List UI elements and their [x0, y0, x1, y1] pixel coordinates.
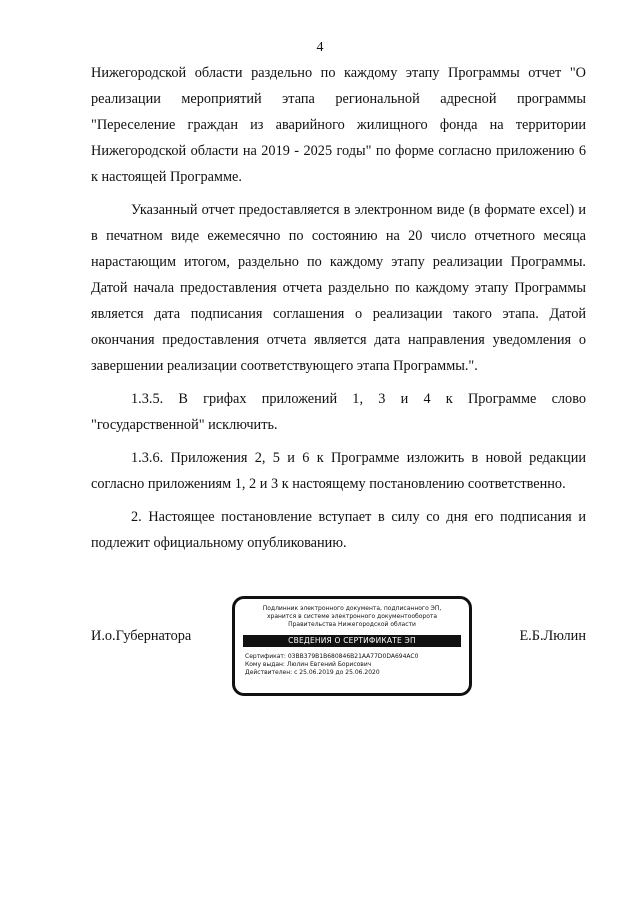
- paragraph: Нижегородской области раздельно по каждому этапу Программы отчет "О реализации мероприятий этапа региональной адресной программы "Переселение граждан из аварийного жилищного фонда на территории Нижегородской области на 2019 - 2025 годы" по форме согласно приложению 6 к настоящей Программе.: [91, 65, 586, 185]
- certificate-row: [245, 653, 459, 661]
- valid-label: Действителен:: [245, 669, 293, 676]
- stamp-certificate-info: [245, 653, 459, 677]
- signatory-position: И.о.Губернатора: [91, 628, 192, 644]
- signatory-name: Е.Б.Люлин: [519, 628, 586, 644]
- stamp-header-line: Подлинник электронного документа, подписанного ЭП,: [262, 605, 442, 612]
- issued-to-row: [245, 661, 459, 669]
- document-body: [91, 60, 586, 563]
- certificate-label: Сертификат:: [245, 653, 286, 660]
- valid-value: с 25.06.2019 до 25.06.2020: [294, 669, 380, 676]
- stamp-header-line: Правительства Нижегородской области: [288, 621, 416, 628]
- paragraph: Указанный отчет предоставляется в электронном виде (в формате excel) и в печатном виде ежемесячно по состоянию на 20 число отчетного месяца нарастающим итогом, раздельно по каждому этапу реализации Программы. Датой начала предоставления отчета раздельно по каждому этапу Программы является дата подписания соглашения о реализации такого этапа. Датой окончания предоставления отчета является дата направления уведомления о завершении реализации соответствующего этапа Программы.".: [91, 202, 586, 374]
- issued-to-label: Кому выдан:: [245, 661, 285, 668]
- stamp-title: СВЕДЕНИЯ О СЕРТИФИКАТЕ ЭП: [243, 635, 461, 647]
- valid-row: [245, 669, 459, 677]
- issued-to-value: Люлин Евгений Борисович: [286, 661, 372, 668]
- paragraph: 1.3.5. В грифах приложений 1, 3 и 4 к Программе слово "государственной" исключить.: [91, 391, 586, 433]
- stamp-header-line: хранится в системе электронного документооборота: [266, 613, 438, 620]
- stamp-header: [235, 605, 469, 629]
- page-number: 4: [316, 40, 324, 55]
- e-signature-stamp: [232, 596, 472, 696]
- paragraph: 1.3.6. Приложения 2, 5 и 6 к Программе изложить в новой редакции согласно приложениям 1, 2 и 3 к настоящему постановлению соответственно.: [91, 450, 586, 492]
- certificate-value: 03BB379B1B680846B21AA77D0DA694AC0: [287, 653, 419, 660]
- paragraph: 2. Настоящее постановление вступает в силу со дня его подписания и подлежит официальному опубликованию.: [91, 509, 586, 551]
